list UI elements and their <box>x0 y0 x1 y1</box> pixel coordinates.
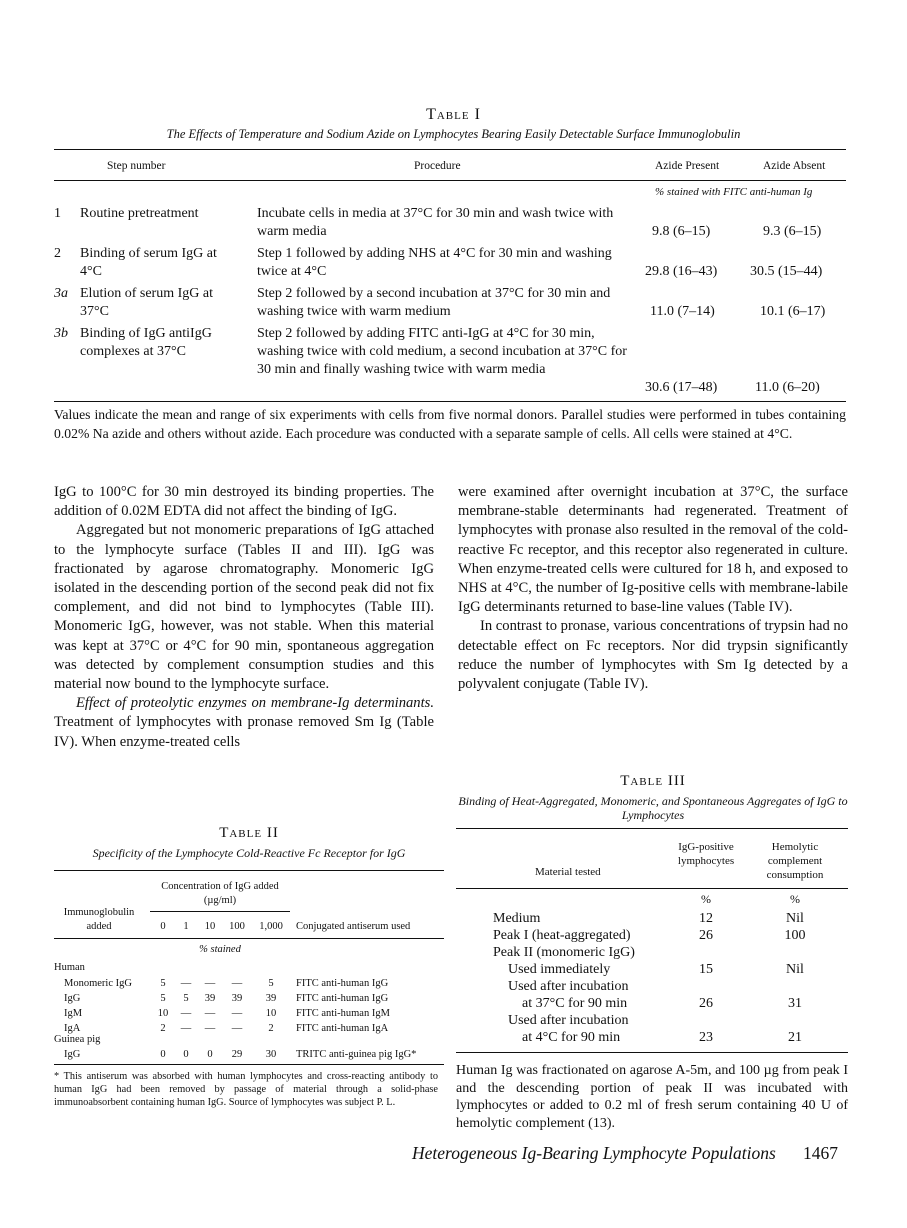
table3-row-medium: Medium <box>493 911 541 926</box>
table2-conj: FITC anti-human IgG <box>296 978 389 989</box>
table2-cell: — <box>204 1008 216 1019</box>
body-left-paragraph-3 <box>54 694 434 752</box>
table1-header-azide-absent: Azide Absent <box>763 160 826 172</box>
table1-top-rule <box>54 149 846 150</box>
table1-row2-step: Binding of serum IgG at 4°C <box>80 246 217 279</box>
table3-bottom-rule <box>456 1052 848 1053</box>
table2-header-rule <box>54 938 444 939</box>
table2-row-iga: IgA <box>64 1023 81 1034</box>
table1-row3b-absent: 11.0 (6–20) <box>755 380 820 395</box>
table2-row-igm: IgM <box>64 1008 83 1019</box>
table2-cell: — <box>180 1023 192 1034</box>
table3-cell: 31 <box>788 996 802 1011</box>
table1-row3b-procedure: Step 2 followed by adding FITC anti-IgG at 4°C for 30 min, washing twice with cold medium, a second incubation at 37°C for 30 min and finally washing twice with warm media <box>257 326 627 377</box>
body-right-column <box>458 483 848 694</box>
table2-cell: 0 <box>207 1049 213 1060</box>
table2-row-guinea-igg: IgG <box>64 1049 81 1060</box>
table3-header-positive: IgG-positive lymphocytes <box>677 841 735 867</box>
table1-row3b-present: 30.6 (17–48) <box>645 380 718 395</box>
table1-row2-present: 29.8 (16–43) <box>645 264 718 279</box>
table1-row3b-num: 3b <box>54 326 68 341</box>
body-right-paragraph-1: were examined after overnight incubation at 37°C, the surface membrane-stable determinants had regenerated. Treatment of lymphocytes with pronase also resulted in the removal of the cold-reactive Fc receptor, and this receptor also regenerated in culture. When enzyme-treated cells were cultured for 18 h, and exposed to NHS at 4°C, the number of Ig-positive cells with membrane-labile IgG determinants returned to base-line values (Table IV). <box>458 484 848 616</box>
table2-cell: 5 <box>183 993 189 1004</box>
table2-title: Specificity of the Lymphocyte Cold-Reactive Fc Receptor for IgG <box>92 846 406 860</box>
table1-row1-present: 9.8 (6–15) <box>652 224 711 239</box>
table1-row3a-procedure: Step 2 followed by a second incubation at 37°C for 30 min and washing twice with warm medium <box>257 286 611 319</box>
table1-header-procedure: Procedure <box>414 160 461 172</box>
body-left-column <box>54 483 434 752</box>
table2-cell: — <box>180 978 192 989</box>
table2-cell: 29 <box>231 1049 243 1060</box>
table3-unit-hemolytic: % <box>790 892 800 906</box>
table2-ig-header: Immunoglobulin added <box>63 907 135 932</box>
table2-top-rule <box>54 870 444 871</box>
table2-cell: 39 <box>204 993 216 1004</box>
table2-bottom-rule <box>54 1064 444 1065</box>
body-left-paragraph-1: IgG to 100°C for 30 min destroyed its binding properties. The addition of 0.02M EDTA did not affect the binding of IgG. <box>54 484 434 520</box>
table1-header-azide-present: Azide Present <box>655 160 720 172</box>
table3-cell: 15 <box>699 962 713 977</box>
table1-row1-procedure: Incubate cells in media at 37°C for 30 min and wash twice with warm media <box>257 206 614 239</box>
section-heading-proteolytic: Effect of proteolytic enzymes on membrane-Ig determinants. <box>76 695 434 712</box>
table3-cell: 26 <box>699 996 713 1011</box>
table2-cell: — <box>180 1008 192 1019</box>
table2-cell: 30 <box>265 1049 277 1060</box>
table3-header-rule <box>456 888 848 889</box>
table2-unit-note: % stained <box>199 944 241 955</box>
table2-conc-rule <box>150 911 290 912</box>
table1-row3a-present: 11.0 (7–14) <box>650 304 715 319</box>
table1-row1-num: 1 <box>54 206 61 221</box>
table3-header-material: Material tested <box>535 866 601 878</box>
table3-row-used-immediately: Used immediately <box>508 962 611 977</box>
table2-cell: 5 <box>160 978 166 989</box>
table3-row-37c: at 37°C for 90 min <box>522 996 628 1011</box>
table2-conc-col-3: 100 <box>229 921 245 932</box>
table1-row2-absent: 30.5 (15–44) <box>750 264 823 279</box>
table3-unit-positive: % <box>701 892 711 906</box>
table1-unit-note: % stained with FITC anti-human Ig <box>655 186 813 198</box>
table3-cell: 100 <box>784 928 806 943</box>
table3-cell: 12 <box>699 911 713 926</box>
table1-row3b-step: Binding of IgG antiIgG complexes at 37°C <box>80 326 212 359</box>
table2-label: Table II <box>219 825 279 841</box>
table2-cell: — <box>231 978 243 989</box>
table2-group-guinea-pig: Guinea pig <box>54 1034 101 1045</box>
table2-conj: FITC anti-human IgG <box>296 993 389 1004</box>
table3-row-peak2: Peak II (monomeric IgG) <box>493 945 635 960</box>
table2-cell: 0 <box>160 1049 166 1060</box>
table2-conc-col-1: 1 <box>183 921 189 932</box>
table3-cell: Nil <box>786 962 804 977</box>
table1-row2-procedure: Step 1 followed by adding NHS at 4°C for 30 min and washing twice at 4°C <box>257 246 612 279</box>
table2-conc-header: Concentration of IgG added (µg/ml) <box>161 881 279 906</box>
table1-header-rule <box>54 180 846 181</box>
table1-row1-step: Routine pretreatment <box>80 206 199 221</box>
table2-cell: 39 <box>231 993 243 1004</box>
table2-cell: — <box>204 978 216 989</box>
table2-cell: 39 <box>265 993 277 1004</box>
table2-cell: 5 <box>160 993 166 1004</box>
table1-row1-absent: 9.3 (6–15) <box>763 224 822 239</box>
body-left-paragraph-2: Aggregated but not monomeric preparations of IgG attached to the lymphocyte surface (Tables II and III). IgG was fractionated by agarose chromatography. Monomeric IgG isolated in the descending portion of the second peak did not fix complement, and did not bind to lymphocytes (Table III). Monomeric IgG, however, was not stable. When this material was kept at 37°C or 4°C for 90 min, spontaneous aggregation was detected by complement consumption studies and this material now bound to the lymphocyte surface. <box>54 522 434 693</box>
table1-bottom-rule <box>54 401 846 402</box>
table2-cell: 10 <box>265 1008 277 1019</box>
table2-cell: — <box>204 1023 216 1034</box>
table3-title: Binding of Heat-Aggregated, Monomeric, and Spontaneous Aggregates of IgG to Lymphocytes <box>458 794 848 822</box>
table2-cell: 2 <box>268 1023 274 1034</box>
table2-conj: FITC anti-human IgM <box>296 1008 390 1019</box>
table3-row-used-after-1: Used after incubation <box>508 979 629 994</box>
table3-cell: Nil <box>786 911 804 926</box>
table3-header-hemolytic: Hemolytic complement consumption <box>766 841 824 881</box>
table2-cell: 10 <box>157 1008 169 1019</box>
table2-cell: — <box>231 1023 243 1034</box>
table3-label: Table III <box>620 773 686 789</box>
table2-cell: 0 <box>183 1049 189 1060</box>
table2-conj: TRITC anti-guinea pig IgG* <box>296 1049 417 1060</box>
table1-row3a-step: Elution of serum IgG at 37°C <box>80 286 213 319</box>
table2-row-monomeric-igg: Monomeric IgG <box>64 978 132 989</box>
table2-conc-col-4: 1,000 <box>259 921 283 932</box>
table2-group-human: Human <box>54 962 85 973</box>
table2-cell: 5 <box>268 978 274 989</box>
table1-header-step: Step number <box>107 160 166 172</box>
page-number: 1467 <box>803 1143 838 1163</box>
table2-conj-header: Conjugated antiserum used <box>296 921 411 932</box>
table1-row2-num: 2 <box>54 246 61 261</box>
table3-cell: 23 <box>699 1030 713 1045</box>
table2-conc-col-2: 10 <box>204 921 216 932</box>
table1-note: Values indicate the mean and range of six experiments with cells from five normal donors. Parallel studies were performed in tubes containing 0.02% Na azide and others without azide. Each procedure was conducted with a separate sample of cells. All cells were stained at 4°C. <box>54 407 846 441</box>
table2-conj: FITC anti-human IgA <box>296 1023 389 1034</box>
table1-row3a-num: 3a <box>54 286 68 301</box>
table1-title: The Effects of Temperature and Sodium Azide on Lymphocytes Bearing Easily Detectable Surface Immunoglobulin <box>166 127 741 141</box>
table3-top-rule <box>456 828 848 829</box>
table1-label: Table I <box>426 106 481 123</box>
table1-row3a-absent: 10.1 (6–17) <box>760 304 826 319</box>
table2-footnote: * This antiserum was absorbed with human lymphocytes and cross-reacting antibody to human IgG had been removed by passage of material through a solid-phase immunoabsorbent containing human IgG. Source of lymphocytes was subject P. L. <box>54 1071 438 1108</box>
body-right-paragraph-2: In contrast to pronase, various concentrations of trypsin had no detectable effect on Fc receptors. Nor did trypsin significantly reduce the number of lymphocytes with Sm Ig detected by a polyvalent conjugate (Table IV). <box>458 618 848 693</box>
table3-note: Human Ig was fractionated on agarose A-5m, and 100 µg from peak I and the descending portion of peak II was incubated with lymphocytes or added to 0.2 ml of fresh serum containing 40 U of hemolytic complement (13). <box>456 1063 848 1131</box>
table3-row-peak1: Peak I (heat-aggregated) <box>493 928 631 943</box>
running-title: Heterogeneous Ig-Bearing Lymphocyte Populations <box>412 1143 776 1163</box>
table2-row-igg: IgG <box>64 993 81 1004</box>
body-left-paragraph-3-text: Treatment of lymphocytes with pronase removed Sm Ig (Table IV). When enzyme-treated cells <box>54 714 434 750</box>
table2-cell: — <box>231 1008 243 1019</box>
table2-conc-col-0: 0 <box>160 921 166 932</box>
table3-row-4c: at 4°C for 90 min <box>522 1030 621 1045</box>
table3-cell: 26 <box>699 928 713 943</box>
table3-row-used-after-2: Used after incubation <box>508 1013 629 1028</box>
table2-cell: 2 <box>160 1023 166 1034</box>
table3-cell: 21 <box>788 1030 802 1045</box>
